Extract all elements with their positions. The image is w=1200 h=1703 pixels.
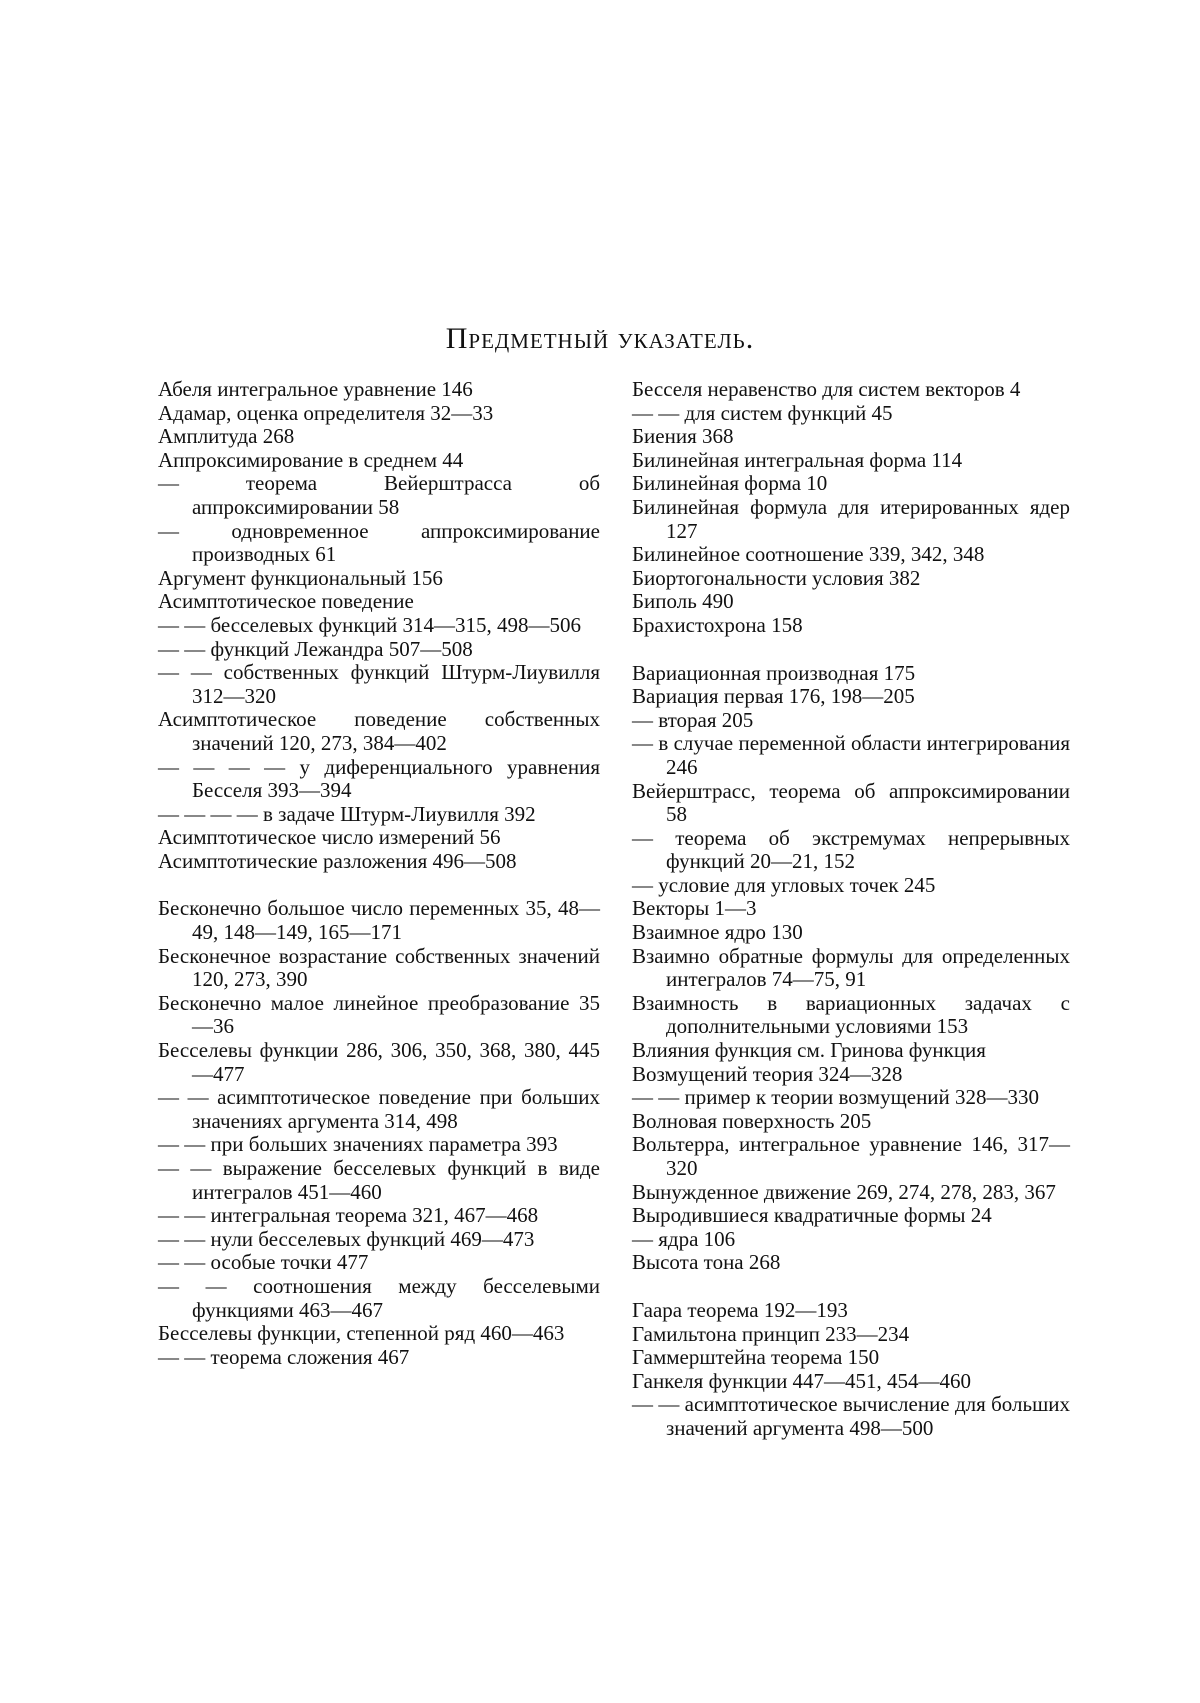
index-entry: Вариационная производная 175 xyxy=(632,660,916,685)
index-entry: Асимптотическое поведение собственных значений 120, 273, 384—402 xyxy=(158,707,600,755)
index-entry: Вейерштрасс, теорема об аппроксимировании 58 xyxy=(632,778,1070,827)
index-entry: — — пример к теории возмущений 328—330 xyxy=(632,1085,1040,1110)
index-entry: Адамар, оценка определителя 32—33 xyxy=(158,400,494,425)
index-entry: Вольтерра, интегральное уравнение 146, 317—320 xyxy=(632,1132,1070,1180)
index-entry: — — бесселевых функций 314—315, 498—506 xyxy=(158,612,582,637)
index-entry: Бесконечно большое число переменных 35, 48—49, 148—149, 165—171 xyxy=(158,896,600,945)
index-entry: — — теорема сложения 467 xyxy=(158,1344,410,1369)
index-entry: — — выражение бесселевых функций в виде интегралов 451—460 xyxy=(158,1156,600,1204)
index-entry: Билинейная формула для итерированных ядер 127 xyxy=(632,494,1070,543)
index-entry: Бесконечно малое линейное преобразование 35—36 xyxy=(158,990,600,1039)
index-entry: Бесселевы функции, степенной ряд 460—463 xyxy=(158,1321,565,1346)
index-entry: Вынужденное движение 269, 274, 278, 283, 367 xyxy=(632,1179,1056,1204)
index-entry: Возмущений теория 324—328 xyxy=(632,1061,903,1086)
index-column-right xyxy=(632,378,1070,1441)
index-entry: Билинейная интегральная форма 114 xyxy=(632,447,963,472)
index-entry: — — асимптотическое поведение при больших значениях аргумента 314, 498 xyxy=(158,1085,600,1133)
index-entry: Аппроксимирование в среднем 44 xyxy=(158,447,464,472)
index-entry: — одновременное аппроксимирование производных 61 xyxy=(158,518,600,567)
index-entry: Ганкеля функции 447—451, 454—460 xyxy=(632,1368,972,1393)
index-entry: Амплитуда 268 xyxy=(158,424,295,449)
index-entry: — условие для угловых точек 245 xyxy=(632,872,936,897)
index-entry: — теорема Вейерштрасса об аппроксимировании 58 xyxy=(158,471,600,519)
index-entry: — — особые точки 477 xyxy=(158,1250,369,1275)
page-title: Предметный указатель. xyxy=(445,322,755,355)
index-entry: Биполь 490 xyxy=(632,589,734,614)
index-entry: Бесконечное возрастание собственных значений 120, 273, 390 xyxy=(158,943,600,992)
index-entry: Билинейное соотношение 339, 342, 348 xyxy=(632,542,985,567)
index-entry: — ядра 106 xyxy=(632,1226,736,1251)
index-entry: Бесселя неравенство для систем векторов 4 xyxy=(632,377,1021,401)
index-entry: — — соотношения между бесселевыми функциями 463—467 xyxy=(158,1273,600,1322)
index-entry: — — — — у диференциального уравнения Бесселя 393—394 xyxy=(158,754,600,803)
index-entry: Биортогональности условия 382 xyxy=(632,565,921,590)
index-entry: — в случае переменной области интегрирования 246 xyxy=(632,731,1070,779)
index-entry: Вариация первая 176, 198—205 xyxy=(632,684,915,709)
index-entry: — — нули бесселевых функций 469—473 xyxy=(158,1226,535,1251)
index-entry: — — — — в задаче Штурм-Лиувилля 392 xyxy=(158,801,536,826)
index-entry: Асимптотические разложения 496—508 xyxy=(158,848,517,873)
index-entry: Векторы 1—3 xyxy=(632,896,757,921)
index-entry: Гамильтона принцип 233—234 xyxy=(632,1321,910,1346)
index-entry: Гаммерштейна теорема 150 xyxy=(632,1345,880,1370)
index-entry: Асимптотическое поведение xyxy=(158,589,414,614)
index-entry: — — функций Лежандра 507—508 xyxy=(158,636,473,661)
index-entry: Аргумент функциональный 156 xyxy=(158,565,443,590)
index-entry: — — при больших значениях параметра 393 xyxy=(158,1132,558,1157)
index-entry: Взаимное ядро 130 xyxy=(632,920,803,945)
index-column-left xyxy=(158,378,600,1369)
index-entry: Взаимно обратные формулы для определенных интегралов 74—75, 91 xyxy=(632,943,1070,992)
index-entry: Билинейная форма 10 xyxy=(632,471,828,496)
index-entry: Брахистохрона 158 xyxy=(632,612,803,637)
index-entry: — теорема об экстремумах непрерывных функций 20—21, 152 xyxy=(632,825,1070,874)
index-entry: Влияния функция см. Гринова функция xyxy=(632,1038,986,1063)
index-entry: Биения 368 xyxy=(632,424,734,449)
index-entry: — — асимптотическое вычисление для больших значений аргумента 498—500 xyxy=(632,1392,1070,1440)
index-entry: Бесселевы функции 286, 306, 350, 368, 380, 445—477 xyxy=(158,1038,600,1086)
index-entry: — вторая 205 xyxy=(632,707,754,732)
index-entry: Волновая поверхность 205 xyxy=(632,1108,872,1133)
index-entry: Выродившиеся квадратичные формы 24 xyxy=(632,1203,992,1228)
index-entry: Гаара теорема 192—193 xyxy=(632,1297,848,1322)
index-entry: Асимптотическое число измерений 56 xyxy=(158,825,501,850)
index-entry: — — интегральная теорема 321, 467—468 xyxy=(158,1203,539,1228)
index-entry: Взаимность в вариационных задачах с дополнительными условиями 153 xyxy=(632,990,1070,1039)
index-entry: — — для систем функций 45 xyxy=(632,400,893,425)
index-entry: Высота тона 268 xyxy=(632,1250,781,1275)
index-entry: — — собственных функций Штурм-Лиувилля 312—320 xyxy=(158,660,600,708)
index-entry: Абеля интегральное уравнение 146 xyxy=(158,377,473,401)
